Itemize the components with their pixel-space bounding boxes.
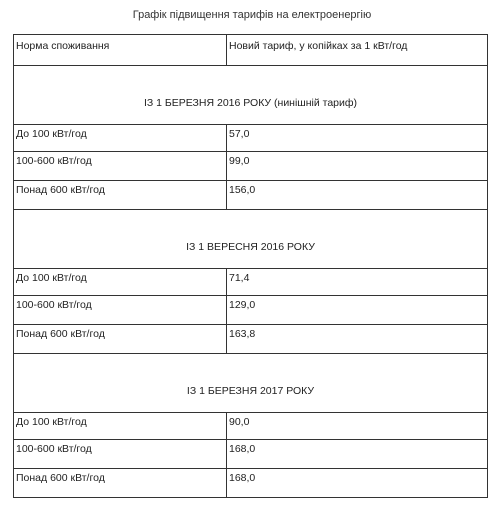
table-row [14, 125, 488, 152]
tariff-cell: 71,4 [227, 269, 488, 296]
header-consumption-norm: Норма споживання [14, 35, 227, 66]
table-row [14, 413, 488, 440]
consumption-norm-cell: Понад 600 кВт/год [14, 181, 227, 210]
consumption-norm-cell: 100-600 кВт/год [14, 152, 227, 181]
consumption-norm-cell: Понад 600 кВт/год [14, 469, 227, 498]
table-row [14, 296, 488, 325]
header-new-tariff: Новий тариф, у копійках за 1 кВт/год [227, 35, 488, 66]
consumption-norm-cell: Понад 600 кВт/год [14, 325, 227, 354]
section-heading: ІЗ 1 ВЕРЕСНЯ 2016 РОКУ [14, 210, 488, 269]
tariff-cell: 90,0 [227, 413, 488, 440]
tariff-cell: 99,0 [227, 152, 488, 181]
consumption-norm-cell: До 100 кВт/год [14, 413, 227, 440]
table-row [14, 181, 488, 210]
section-heading: ІЗ 1 БЕРЕЗНЯ 2016 РОКУ (нинішній тариф) [14, 66, 488, 125]
tariff-cell: 168,0 [227, 440, 488, 469]
tariff-cell: 156,0 [227, 181, 488, 210]
consumption-norm-cell: До 100 кВт/год [14, 125, 227, 152]
tariff-cell: 57,0 [227, 125, 488, 152]
section-heading-row [14, 354, 488, 413]
section-heading-row [14, 66, 488, 125]
consumption-norm-cell: 100-600 кВт/год [14, 440, 227, 469]
page-title: Графік підвищення тарифів на електроенергію [132, 9, 372, 21]
consumption-norm-cell: 100-600 кВт/год [14, 296, 227, 325]
consumption-norm-cell: До 100 кВт/год [14, 269, 227, 296]
tariff-cell: 163,8 [227, 325, 488, 354]
table-row [14, 440, 488, 469]
table-row [14, 152, 488, 181]
tariff-cell: 129,0 [227, 296, 488, 325]
tariff-table [13, 34, 488, 498]
section-heading: ІЗ 1 БЕРЕЗНЯ 2017 РОКУ [14, 354, 488, 413]
table-row [14, 269, 488, 296]
table-row [14, 469, 488, 498]
section-heading-row [14, 210, 488, 269]
table-row [14, 325, 488, 354]
table-header-row [14, 35, 488, 66]
tariff-cell: 168,0 [227, 469, 488, 498]
